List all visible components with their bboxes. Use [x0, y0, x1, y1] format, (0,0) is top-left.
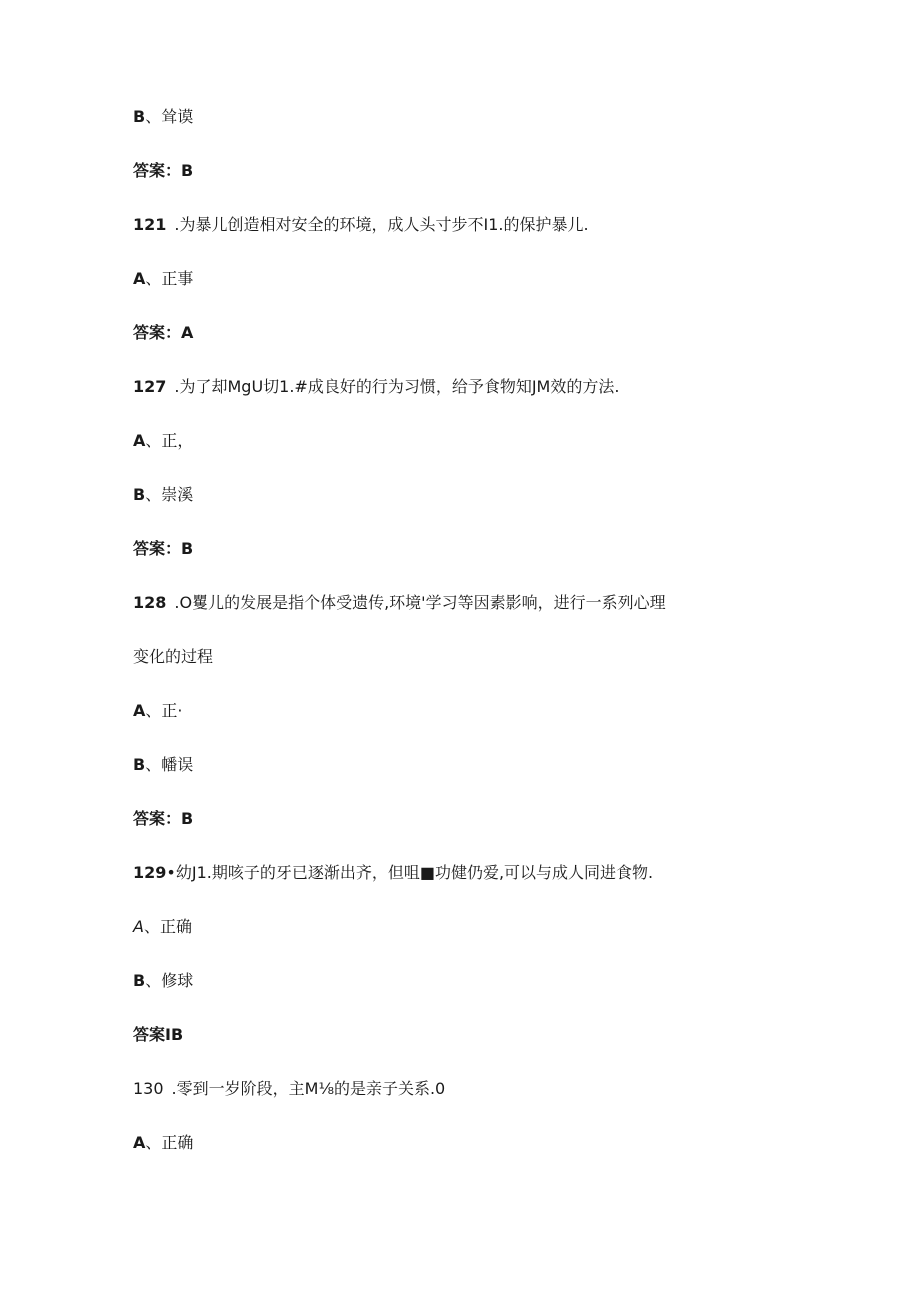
- question-text: .为了却MgU切1.#成良好的行为习惯，给予食物知JM效的方法.: [174, 377, 620, 396]
- question-line: [133, 377, 619, 397]
- option-text: 、崇溪: [145, 485, 194, 504]
- option-line: [133, 917, 192, 937]
- option-text: 、正确: [145, 1133, 194, 1152]
- option-line: [133, 701, 182, 721]
- option-line: [133, 431, 193, 451]
- answer-line: 答案：A: [133, 323, 194, 342]
- option-line: [133, 971, 193, 991]
- option-line: [133, 485, 193, 505]
- option-text: 、正确: [143, 917, 192, 936]
- option-letter: A: [133, 269, 146, 288]
- option-letter: B: [133, 971, 146, 990]
- option-letter: B: [133, 107, 146, 126]
- question-number: 128: [133, 593, 167, 612]
- option-text: 、修球: [145, 971, 194, 990]
- question-continuation: 变化的过程: [133, 647, 214, 666]
- question-line: [133, 593, 666, 613]
- question-text: •幼J1.期咳子的牙已逐渐出齐，但咀■功健仍爱,可以与成人同进食物.: [166, 863, 654, 882]
- option-letter: A: [133, 431, 146, 450]
- answer-line: 答案：B: [133, 161, 194, 180]
- option-line: [133, 755, 193, 775]
- answer-line: 答案IB: [133, 1025, 184, 1044]
- question-line: [133, 863, 653, 883]
- option-line: [133, 107, 193, 127]
- option-text: 、正事: [145, 269, 194, 288]
- question-number: 127: [133, 377, 167, 396]
- option-text: 、正，: [145, 431, 194, 450]
- option-letter: B: [133, 755, 146, 774]
- question-number: 121: [133, 215, 167, 234]
- option-line: [133, 1133, 193, 1153]
- option-letter: A: [133, 701, 146, 720]
- option-text: 、幡误: [145, 755, 194, 774]
- option-text: 、正·: [145, 701, 183, 720]
- question-line: [133, 1079, 445, 1099]
- question-text: .零到一岁阶段，主M⅛的是亲子关系.0: [171, 1079, 446, 1098]
- question-line: [133, 215, 589, 235]
- option-line: [133, 269, 193, 289]
- question-text: .为暴儿创造相对安全的环境，成人头寸步不I1.的保护暴儿.: [174, 215, 589, 234]
- answer-line: 答案：B: [133, 539, 194, 558]
- option-letter: A: [133, 1133, 146, 1152]
- option-letter: A: [133, 917, 144, 936]
- option-letter: B: [133, 485, 146, 504]
- question-text: .O矍儿的发展是指个体受遗传,环境'学习等因素影响，进行一系列心理: [174, 593, 666, 612]
- answer-line: 答案：B: [133, 809, 194, 828]
- question-number: 129: [133, 863, 167, 882]
- option-text: 、耸谟: [145, 107, 194, 126]
- question-number: 130: [133, 1079, 164, 1098]
